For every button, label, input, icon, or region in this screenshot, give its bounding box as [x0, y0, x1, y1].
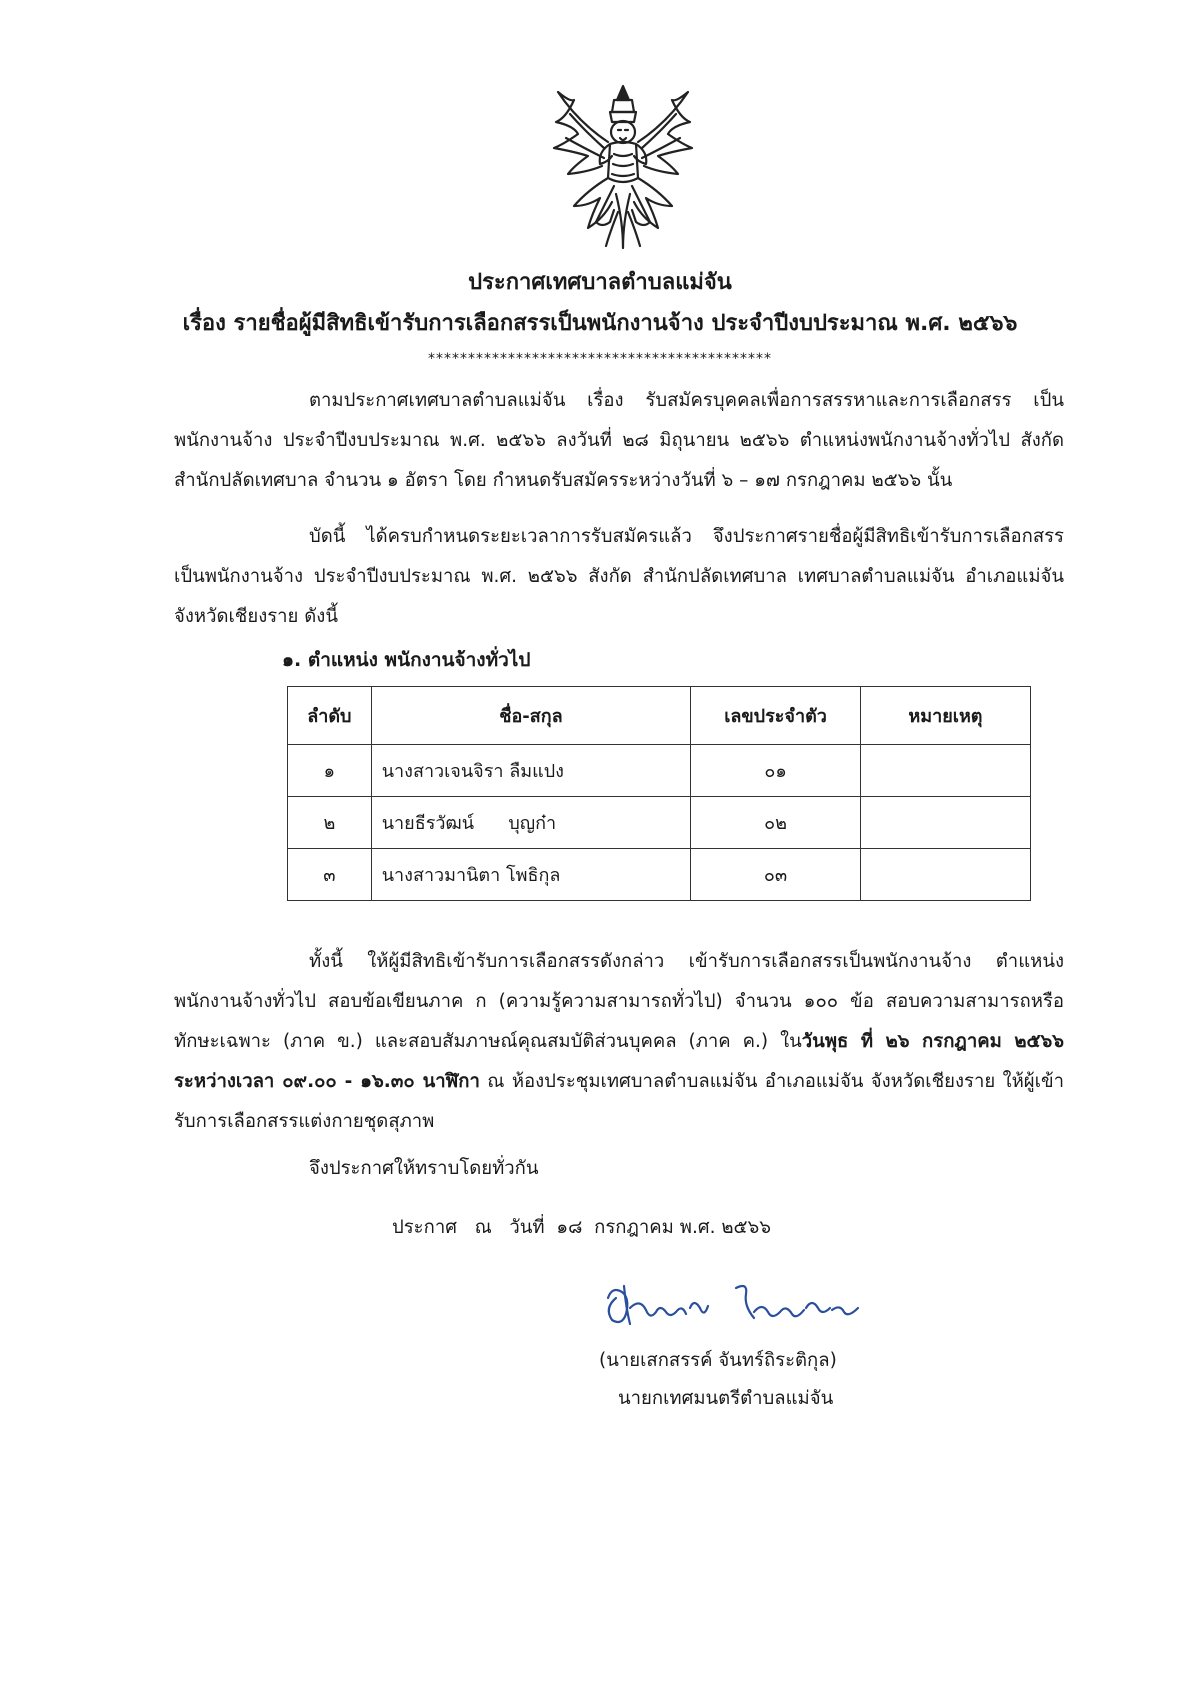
section-1-title: ๑. ตำแหน่ง พนักงานจ้างทั่วไป [282, 649, 531, 671]
header-name: ชื่อ-สกุล [371, 687, 690, 745]
header-id: เลขประจำตัว [691, 687, 861, 745]
table-row [288, 797, 1031, 849]
row-remark [860, 745, 1030, 797]
row-order: ๑ [288, 745, 372, 797]
separator-line: ******************************************* [428, 351, 772, 367]
row-id: ๐๓ [691, 849, 861, 901]
announcement-title: ประกาศเทศบาลตำบลแม่จัน [468, 270, 732, 295]
row-id: ๐๒ [691, 797, 861, 849]
signature-icon [596, 1268, 876, 1338]
paragraph-2: บัดนี้ ได้ครบกำหนดระยะเวลาการรับสมัครแล้ว จึงประกาศรายชื่อผู้มีสิทธิเข้ารับการเลือกสรร เป็นพนักงานจ้าง ประจำปีงบประมาณ พ.ศ. ๒๕๖๖ สังกัด สำนักปลัดเทศบาล เทศบาลตำบลแม่จัน อำเภอแม่จัน จังหวัดเชียงราย ดังนี้ [174, 526, 1064, 627]
closing-text: จึงประกาศให้ทราบโดยทั่วกัน [309, 1158, 539, 1179]
header-order: ลำดับ [288, 687, 372, 745]
row-order: ๓ [288, 849, 372, 901]
candidate-table [287, 686, 1031, 901]
row-name: นายธีรวัฒน์ บุญก๋า [371, 797, 690, 849]
row-id: ๐๑ [691, 745, 861, 797]
row-name: นางสาวมานิตา โพธิกุล [371, 849, 690, 901]
paragraph-1: ตามประกาศเทศบาลตำบลแม่จัน เรื่อง รับสมัครบุคคลเพื่อการสรรหาและการเลือกสรร เป็นพนักงานจ้าง ประจำปีงบประมาณ พ.ศ. ๒๕๖๖ ลงวันที่ ๒๘ มิถุนายน ๒๕๖๖ ตำแหน่งพนักงานจ้างทั่วไป สังกัด สำนักปลัดเทศบาล จำนวน ๑ อัตรา โดย กำหนดรับสมัครระหว่างวันที่ ๖ – ๑๗ กรกฎาคม ๒๕๖๖ นั้น [174, 390, 1064, 491]
row-order: ๒ [288, 797, 372, 849]
row-remark [860, 849, 1030, 901]
row-name: นางสาวเจนจิรา ลืมแปง [371, 745, 690, 797]
table-row [288, 745, 1031, 797]
signatory-title: นายกเทศมนตรีตำบลแม่จัน [618, 1388, 834, 1409]
header-remark: หมายเหตุ [860, 687, 1030, 745]
announcement-subject: เรื่อง รายชื่อผู้มีสิทธิเข้ารับการเลือกสรรเป็นพนักงานจ้าง ประจำปีงบประมาณ พ.ศ. ๒๕๖๖ [182, 311, 1018, 336]
table-header-row [288, 687, 1031, 745]
paragraph-3-text: ทั้งนี้ ให้ผู้มีสิทธิเข้ารับการเลือกสรรดังกล่าว เข้ารับการเลือกสรรเป็นพนักงานจ้าง ตำแหน่ง พนักงานจ้างทั่วไป สอบข้อเขียนภาค ก (ความรู้ความสามารถทั่วไป) จำนวน ๑๐๐ ข้อ สอบความสามารถหรือทักษะเฉพาะ (ภาค ข.) และสอบสัมภาษณ์คุณสมบัติส่วนบุคคล (ภาค ค.) ใน [174, 951, 1064, 1052]
row-remark [860, 797, 1030, 849]
paragraph-3-tail: ณ ห้องประชุมเทศบาลตำบลแม่จัน อำเภอแม่จัน จังหวัดเชียงราย ให้ผู้เข้ารับการเลือกสรรแต่งกายชุดสุภาพ [174, 1071, 1064, 1132]
garuda-emblem-icon [548, 82, 698, 254]
table-row [288, 849, 1031, 901]
announcement-date: ประกาศ ณ วันที่ ๑๘ กรกฎาคม พ.ศ. ๒๕๖๖ [392, 1217, 772, 1238]
paragraph-3 [174, 942, 1064, 1142]
exam-date-time: วันพุธ ที่ ๒๖ กรกฎาคม ๒๕๖๖ ระหว่างเวลา ๐๙.๐๐ - ๑๖.๓๐ นาฬิกา [174, 1031, 1064, 1092]
signatory-name: (นายเสกสรรค์ จันทร์ถิระติกุล) [599, 1350, 837, 1371]
